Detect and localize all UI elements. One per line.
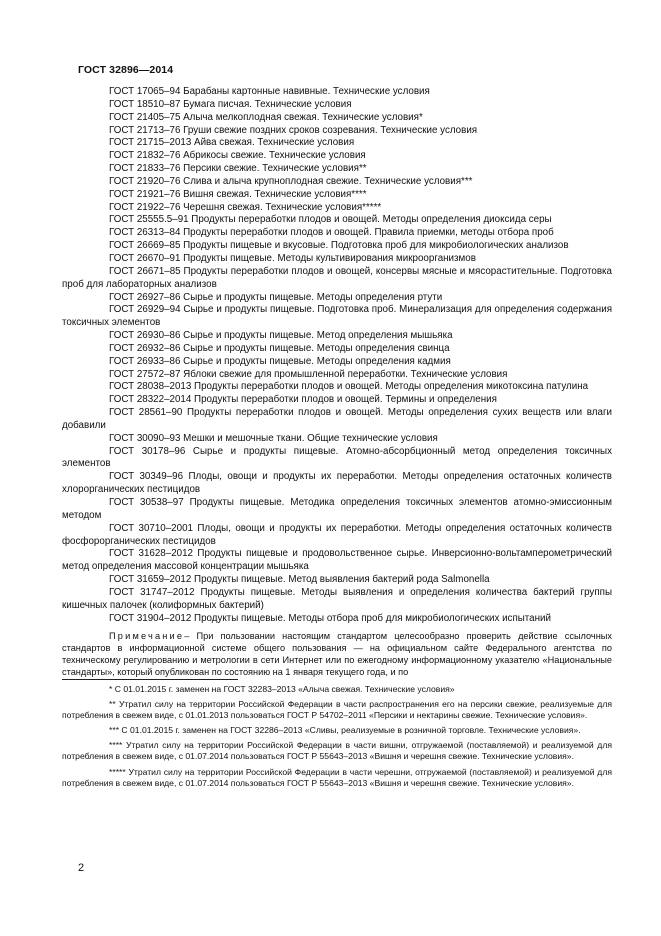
reference-item: ГОСТ 21922–76 Черешня свежая. Технические условия***** — [109, 201, 382, 213]
reference-item: ГОСТ 27572–87 Яблоки свежие для промышленной переработки. Технические условия — [109, 368, 508, 380]
reference-item: ГОСТ 30090–93 Мешки и мешочные ткани. Общие технические условия — [109, 432, 438, 444]
reference-item: ГОСТ 30178–96 Сырье и продукты пищевые. Атомно-абсорбционный метод определения токсичных элементов — [62, 445, 612, 470]
reference-item: ГОСТ 26932–86 Сырье и продукты пищевые. Методы определения свинца — [109, 342, 450, 354]
reference-item: ГОСТ 28038–2013 Продукты переработки плодов и овощей. Методы определения микотоксина патулина — [109, 381, 589, 393]
footnote: **** Утратил силу на территории Российской Федерации в части вишни, отгружаемой (поставляемой) и реализуемой для потребления в свежем виде, с 01.07.2014 пользоваться ГОСТ Р 55643–2013 «Вишня и черешня свежие. Технические условия». — [62, 740, 612, 762]
page-number: 2 — [78, 862, 85, 874]
footnotes — [62, 684, 612, 793]
note-text: – При пользовании настоящим стандартом целесообразно проверить действие ссылочных стандартов в информационной системе общего пользования — на официальном сайте Федерального агентства по техническому регулированию и метрологии в сети Интернет или по ежегодному информационному указателю «Национальные стандарты», который опубликован по состоянию на 1 января текущего года, и по — [62, 631, 612, 677]
reference-item: ГОСТ 31747–2012 Продукты пищевые. Методы выявления и определения количества бактерий группы кишечных палочек (колиформных бактерий) — [62, 586, 612, 611]
reference-item: ГОСТ 26669–85 Продукты пищевые и вкусовые. Подготовка проб для микробиологических анализов — [109, 240, 569, 252]
reference-item: ГОСТ 21833–76 Персики свежие. Технические условия** — [109, 163, 367, 175]
reference-item: ГОСТ 18510–87 Бумага писчая. Технические условия — [109, 98, 352, 110]
reference-item: ГОСТ 21921–76 Вишня свежая. Технические условия**** — [109, 188, 367, 200]
footnote: ** Утратил силу на территории Российской Федерации в части распространения его на персики свежие, реализуемые для потребления в свежем виде, с 01.01.2013 пользоваться ГОСТ Р 54702–2011 «Персики и нектарины свежие. Технические условия». — [62, 699, 612, 721]
note-paragraph — [62, 631, 612, 679]
reference-item: ГОСТ 21920–76 Слива и алыча крупноплодная свежие. Технические условия*** — [109, 175, 473, 187]
footnote: * С 01.01.2015 г. заменен на ГОСТ 32283–2013 «Алыча свежая. Технические условия» — [109, 684, 455, 694]
reference-item: ГОСТ 31904–2012 Продукты пищевые. Методы отбора проб для микробиологических испытаний — [109, 612, 551, 624]
note-lead: Примечание — [109, 631, 185, 641]
reference-item: ГОСТ 28322–2014 Продукты переработки плодов и овощей. Термины и определения — [109, 394, 497, 406]
reference-item: ГОСТ 21405–75 Алыча мелкоплодная свежая. Технические условия* — [109, 111, 423, 123]
footnote: *** С 01.01.2015 г. заменен на ГОСТ 32286–2013 «Сливы, реализуемые в розничной торговле. Технические условия». — [109, 725, 581, 736]
reference-item: ГОСТ 30538–97 Продукты пищевые. Методика определения токсичных элементов атомно-эмиссионным методом — [62, 497, 612, 521]
footnote: ***** Утратил силу на территории Российской Федерации в части черешни, отгружаемой (поставляемой) и реализуемой для потребления в свежем виде, с 01.07.2014 пользоваться ГОСТ Р 55643–2013 «Вишня и черешня свежие. Технические условия». — [62, 766, 612, 788]
reference-item: ГОСТ 31659–2012 Продукты пищевые. Метод выявления бактерий рода Salmonella — [109, 574, 490, 586]
reference-item: ГОСТ 28561–90 Продукты переработки плодов и овощей. Методы определения сухих веществ или влаги добавили — [62, 407, 612, 431]
reference-item: ГОСТ 26671–85 Продукты переработки плодов и овощей, консервы мясные и мясорастительные. Подготовка проб для лабораторных анализов — [62, 265, 612, 290]
reference-item: ГОСТ 17065–94 Барабаны картонные навивные. Технические условия — [109, 86, 430, 97]
reference-item: ГОСТ 26929–94 Сырье и продукты пищевые. Подготовка проб. Минерализация для определения содержания токсичных элементов — [62, 304, 612, 329]
reference-item: ГОСТ 26930–86 Сырье и продукты пищевые. Метод определения мышьяка — [109, 330, 453, 342]
reference-item: ГОСТ 26927–86 Сырье и продукты пищевые. Методы определения ртути — [109, 291, 443, 303]
normative-references-list — [62, 86, 612, 625]
reference-item: ГОСТ 31628–2012 Продукты пищевые и продовольственное сырье. Инверсионно-вольтамперометрический метод определения массовой концентрации мышьяка — [62, 548, 612, 573]
reference-item: ГОСТ 30710–2001 Плоды, овощи и продукты их переработки. Методы определения остаточных количеств фосфорорганических пестицидов — [62, 522, 612, 547]
reference-item: ГОСТ 21832–76 Абрикосы свежие. Технические условия — [109, 150, 366, 162]
reference-item: ГОСТ 21713–76 Груши свежие поздних сроков созревания. Технические условия — [109, 124, 478, 136]
reference-item: ГОСТ 26313–84 Продукты переработки плодов и овощей. Правила приемки, методы отбора проб — [109, 227, 554, 239]
reference-item: ГОСТ 21715–2013 Айва свежая. Технические условия — [109, 137, 355, 149]
reference-item: ГОСТ 25555.5–91 Продукты переработки плодов и овощей. Методы определения диоксида серы — [109, 214, 552, 226]
footnote-separator — [62, 679, 238, 680]
reference-item: ГОСТ 30349–96 Плоды, овощи и продукты их переработки. Методы определения остаточных количеств хлорорганических пестицидов — [62, 471, 612, 496]
reference-item: ГОСТ 26670–91 Продукты пищевые. Методы культивирования микроорганизмов — [109, 252, 476, 264]
reference-item: ГОСТ 26933–86 Сырье и продукты пищевые. Методы определения кадмия — [109, 355, 451, 367]
document-header: ГОСТ 32896—2014 — [78, 64, 174, 76]
